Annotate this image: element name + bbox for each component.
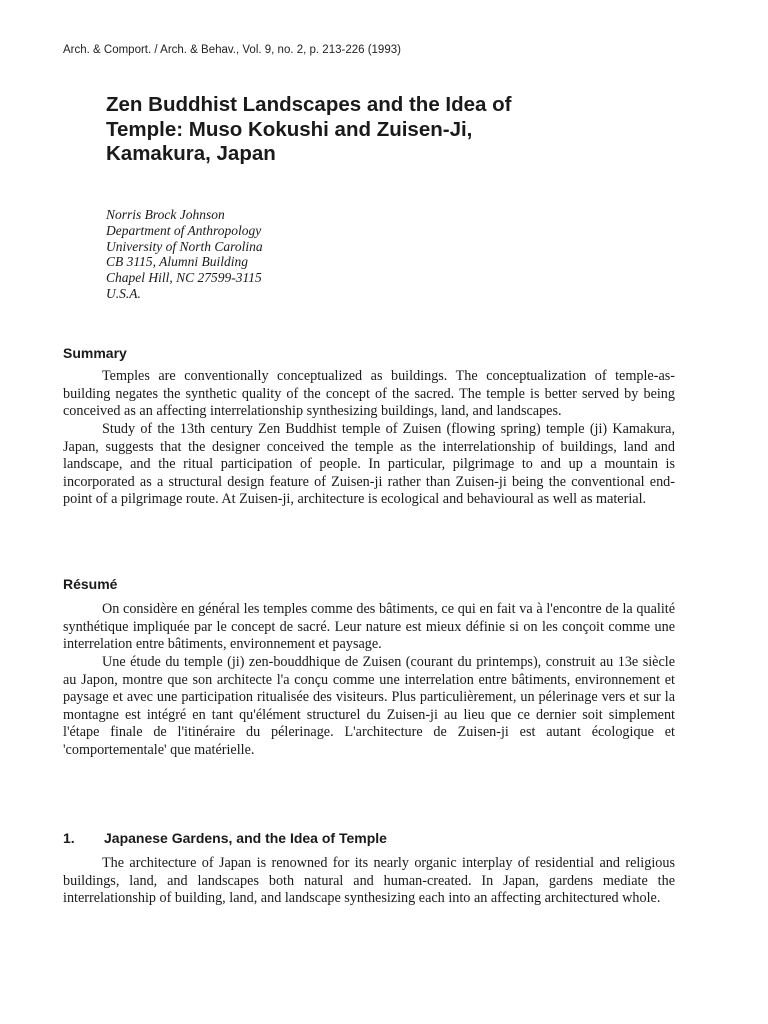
author-name: Norris Brock Johnson: [106, 207, 225, 222]
paragraph: On considère en général les temples comme des bâtiments, ce qui en fait va à l'encontre de la qualité synthétique impliquée par le concept de sacré. Leur nature est mieux définie si on les conçoit comme une interrelation entre bâtiments, environnement et paysage.: [63, 601, 675, 653]
summary-heading: Summary: [63, 345, 127, 361]
author-address-line: Chapel Hill, NC 27599-3115: [106, 270, 262, 286]
section-title: Japanese Gardens, and the Idea of Temple: [104, 830, 387, 846]
author-country: U.S.A.: [106, 285, 141, 301]
paragraph: Une étude du temple (ji) zen-bouddhique de Zuisen (courant du printemps), construit au 13e siècle au Japon, montre que son architecte l'a conçu comme une interrelation entre bâtiments, environnement et paysage et avec une participation ritualisée des visiteurs. Plus particulièrement, un pélerinage vers et sur la montagne est intégré en tant qu'élément structurel du Zuisen-ji au lieu que ce dernier soit simplement l'étape finale de l'itinéraire du pélerinage. L'architecture de Zuisen-ji est autant écologique et 'comportementale' que matérielle.: [63, 653, 675, 758]
title-line: Zen Buddhist Landscapes and the Idea of: [106, 93, 512, 116]
paragraph: Study of the 13th century Zen Buddhist temple of Zuisen (flowing spring) temple (ji) Kamakura, Japan, suggests that the designer conceived the temple as the interrelationship of buildings, land and landscape, and the ritual participation of people. In particular, pilgrimage to and up a mountain is incorporated as a structural design feature of Zuisen-ji rather than Zuisen-ji being the conventional end-point of a pilgrimage route. At Zuisen-ji, architecture is ecological and behavioural as well as material.: [63, 420, 675, 508]
section-1-body: [63, 855, 675, 908]
author-address-line: CB 3115, Alumni Building: [106, 254, 249, 270]
resume-body: [63, 601, 675, 760]
author-university: University of North Carolina: [106, 238, 263, 254]
summary-body: [63, 368, 675, 509]
journal-citation: Arch. & Comport. / Arch. & Behav., Vol. 9, no. 2, p. 213-226 (1993): [63, 44, 401, 56]
resume-heading: Résumé: [63, 576, 118, 592]
author-department: Department of Anthropology: [106, 222, 262, 238]
title-line: Temple: Muso Kokushi and Zuisen-Ji,: [106, 117, 473, 141]
section-number: 1.: [63, 830, 75, 846]
article-title: [106, 93, 666, 167]
author-affiliation: [106, 207, 263, 302]
title-line: Kamakura, Japan: [106, 142, 276, 165]
paragraph: Temples are conventionally conceptualized as buildings. The conceptualization of temple-as-building negates the synthetic quality of the concept of the sacred. The temple is better served by being conceived as an affecting interrelationship synthesizing buildings, land, and landscapes.: [63, 368, 675, 420]
section-1-heading: [63, 829, 387, 847]
paragraph: The architecture of Japan is renowned for its nearly organic interplay of residential and religious buildings, land, and landscapes both natural and human-created. In Japan, gardens mediate the interrelationship of building, land, and landscape synthesizing each into an affecting architectured whole.: [63, 855, 675, 907]
